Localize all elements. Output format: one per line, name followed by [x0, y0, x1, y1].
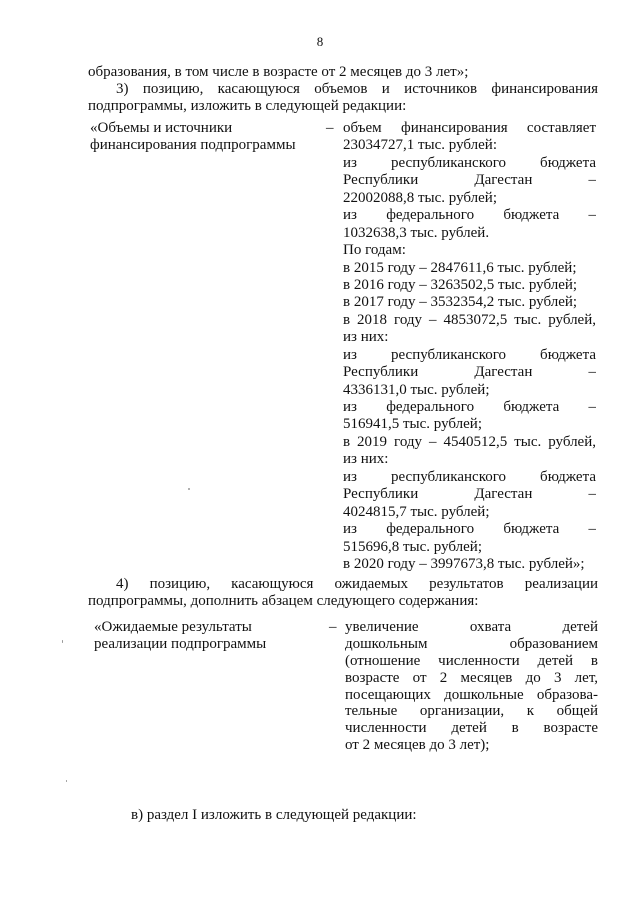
funding-value-line: из республиканского бюджета — [343, 154, 596, 171]
funding-value — [343, 120, 596, 573]
funding-value-line: 4024815,7 тыс. рублей; — [343, 503, 490, 520]
funding-value-line: Республики Дагестан – — [343, 364, 596, 381]
results-label-line-2: реализации подпрограммы — [94, 636, 267, 652]
funding-value-line: из федерального бюджета – — [343, 207, 596, 224]
results-value — [345, 619, 598, 754]
paragraph-item-4-line-2: подпрограммы, дополнить абзацем следующего содержания: — [88, 593, 479, 609]
results-label-line-1: «Ожидаемые результаты — [94, 619, 252, 635]
funding-value-line: из республиканского бюджета — [343, 468, 596, 485]
paragraph-item-3-line-1: 3) позицию, касающуюся объемов и источников финансирования — [116, 81, 598, 97]
results-value-line: дошкольным образованием — [345, 635, 598, 652]
funding-value-line: из федерального бюджета – — [343, 521, 596, 538]
scan-speck — [188, 488, 190, 490]
results-value-line: тельные организации, к общей — [345, 703, 598, 720]
funding-value-line: в 2018 году – 4853072,5 тыс. рублей, — [343, 311, 596, 328]
funding-value-line: в 2019 году – 4540512,5 тыс. рублей, — [343, 433, 596, 450]
results-value-line: (отношение численности детей в — [345, 652, 598, 669]
results-value-line: возрасте от 2 месяцев до 3 лет, — [345, 669, 598, 686]
funding-value-line: в 2016 году – 3263502,5 тыс. рублей; — [343, 276, 578, 293]
paragraph-item-4-line-1: 4) позицию, касающуюся ожидаемых результатов реализации — [116, 576, 598, 592]
funding-value-line: в 2020 году – 3997673,8 тыс. рублей»; — [343, 555, 585, 572]
results-value-line: увеличение охвата детей — [345, 619, 598, 635]
funding-value-line: По годам: — [343, 242, 406, 259]
funding-value-line: из них: — [343, 329, 389, 346]
funding-value-line: Республики Дагестан – — [343, 486, 596, 503]
scan-speck — [66, 780, 67, 782]
results-dash: – — [329, 619, 337, 635]
funding-value-line: 4336131,0 тыс. рублей; — [343, 381, 490, 398]
results-value-line: от 2 месяцев до 3 лет); — [345, 737, 490, 754]
funding-label-line-2: финансирования подпрограммы — [90, 137, 296, 153]
funding-value-line: в 2017 году – 3532354,2 тыс. рублей; — [343, 294, 578, 311]
paragraph-continuation: образования, в том числе в возрасте от 2 месяцев до 3 лет»; — [88, 64, 469, 80]
funding-value-line: 23034727,1 тыс. рублей: — [343, 137, 497, 154]
funding-value-line: 515696,8 тыс. рублей; — [343, 538, 482, 555]
funding-value-line: Республики Дагестан – — [343, 172, 596, 189]
results-value-line: посещающих дошкольные образова- — [345, 686, 598, 703]
scan-speck — [62, 640, 63, 643]
results-label — [94, 619, 324, 653]
results-value-line: численности детей в возрасте — [345, 720, 598, 737]
funding-value-line: 1032638,3 тыс. рублей. — [343, 224, 490, 241]
funding-dash: – — [326, 120, 334, 136]
funding-value-line: 22002088,8 тыс. рублей; — [343, 189, 497, 206]
paragraph-item-3-line-2: подпрограммы, изложить в следующей редакции: — [88, 98, 407, 114]
funding-value-line: 516941,5 тыс. рублей; — [343, 416, 482, 433]
funding-value-line: в 2015 году – 2847611,6 тыс. рублей; — [343, 259, 577, 276]
funding-value-line: из федерального бюджета – — [343, 399, 596, 415]
funding-label-line-1: «Объемы и источники — [90, 120, 233, 136]
funding-value-line: из них: — [343, 451, 389, 468]
funding-label — [90, 120, 320, 154]
funding-value-line: из республиканского бюджета — [343, 346, 596, 363]
page-number: 8 — [316, 34, 324, 49]
funding-value-line: объем финансирования составляет — [343, 120, 596, 136]
paragraph-section-v: в) раздел I изложить в следующей редакции: — [131, 807, 417, 823]
